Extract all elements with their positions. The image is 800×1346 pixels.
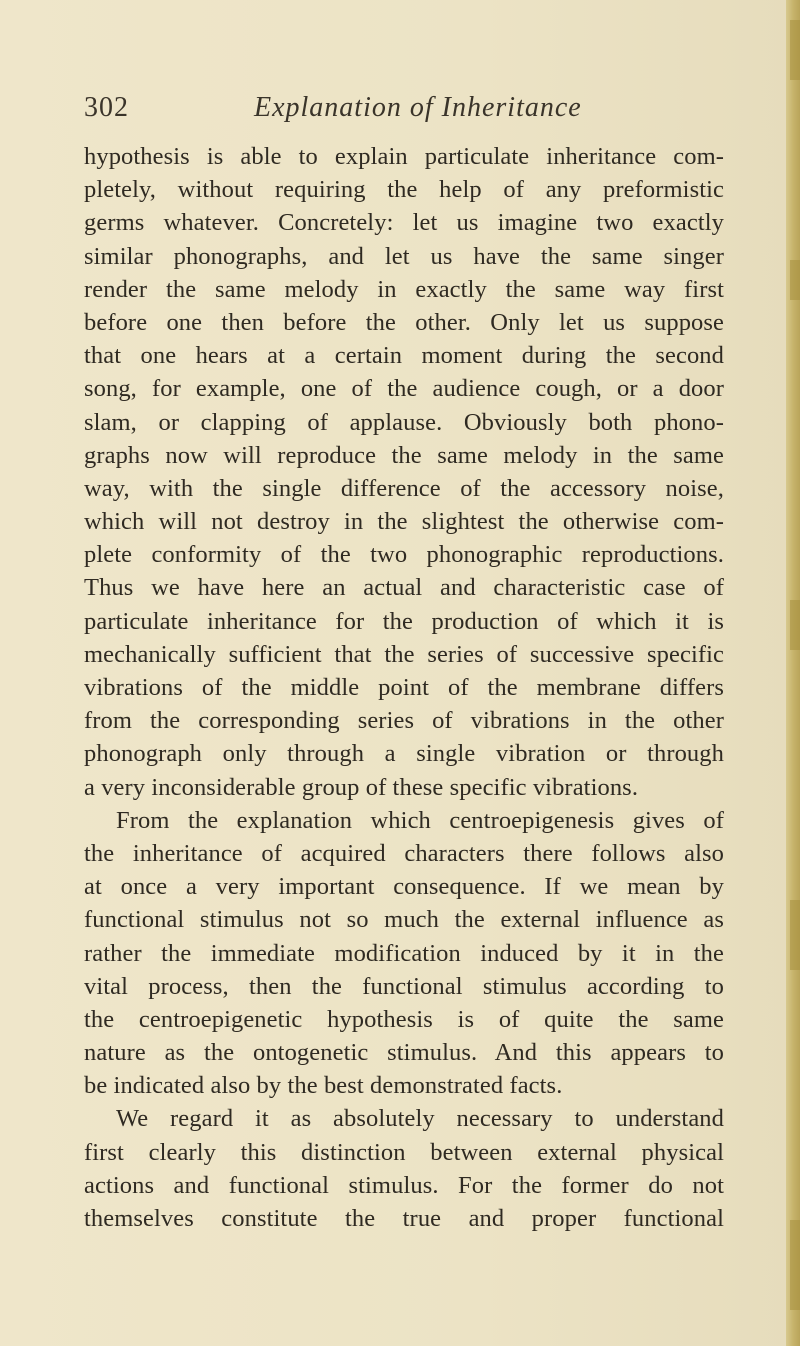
running-head: Explanation of Inheritance	[254, 92, 582, 123]
text-line: render the same melody in exactly the same way first	[84, 275, 724, 303]
page-edge	[786, 0, 800, 1346]
text-line: functional stimulus not so much the external influence as	[84, 906, 724, 934]
text-line: germs whatever. Concretely: let us imagine two exactly	[84, 209, 724, 237]
page-number: 302	[84, 92, 129, 123]
edge-stain	[790, 20, 800, 80]
text-line: similar phonographs, and let us have the same singer	[84, 242, 724, 270]
text-line: slam, or clapping of applause. Obviously both phono-	[84, 408, 724, 436]
text-line: We regard it as absolutely necessary to understand	[116, 1105, 724, 1133]
text-line: vibrations of the middle point of the membrane differs	[84, 674, 724, 701]
text-line: first clearly this distinction between external physical	[84, 1138, 724, 1166]
text-line: plete conformity of the two phonographic reproductions.	[84, 541, 724, 569]
text-line: the inheritance of acquired characters there follows also	[84, 839, 724, 867]
text-line: From the explanation which centroepigenesis gives of	[116, 806, 724, 834]
edge-stain	[790, 900, 800, 970]
text-line: nature as the ontogenetic stimulus. And this appears to	[84, 1039, 724, 1067]
text-line: which will not destroy in the slightest the otherwise com-	[84, 508, 724, 536]
text-line: be indicated also by the best demonstrated facts.	[84, 1072, 563, 1100]
text-line: Thus we have here an actual and characteristic case of	[84, 574, 724, 602]
text-line: way, with the single difference of the accessory noise,	[84, 474, 724, 502]
text-line: graphs now will reproduce the same melody in the same	[84, 441, 724, 469]
edge-stain	[790, 260, 800, 300]
text-line: actions and functional stimulus. For the former do not	[84, 1171, 724, 1199]
text-line: themselves constitute the true and proper functional	[84, 1205, 724, 1232]
text-line: song, for example, one of the audience cough, or a door	[84, 375, 724, 403]
text-line: vital process, then the functional stimulus according to	[84, 972, 724, 1000]
edge-stain	[790, 600, 800, 650]
text-line: from the corresponding series of vibrations in the other	[84, 707, 724, 735]
edge-stain	[790, 1220, 800, 1310]
text-line: the centroepigenetic hypothesis is of quite the same	[84, 1005, 724, 1033]
text-line: mechanically sufficient that the series of successive specific	[84, 640, 724, 668]
text-line: phonograph only through a single vibration or through	[84, 740, 724, 768]
text-line: rather the immediate modification induced by it in the	[84, 939, 724, 967]
text-line: hypothesis is able to explain particulate inheritance com-	[84, 143, 724, 170]
text-line: pletely, without requiring the help of any preformistic	[84, 176, 724, 204]
page-header	[84, 92, 724, 132]
text-line: before one then before the other. Only let us suppose	[84, 308, 724, 336]
body-text	[84, 140, 724, 1235]
text-line: at once a very important consequence. If we mean by	[84, 873, 724, 901]
text-line: particulate inheritance for the production of which it is	[84, 607, 724, 635]
text-line: a very inconsiderable group of these specific vibrations.	[84, 773, 639, 801]
text-line: that one hears at a certain moment during the second	[84, 342, 724, 370]
